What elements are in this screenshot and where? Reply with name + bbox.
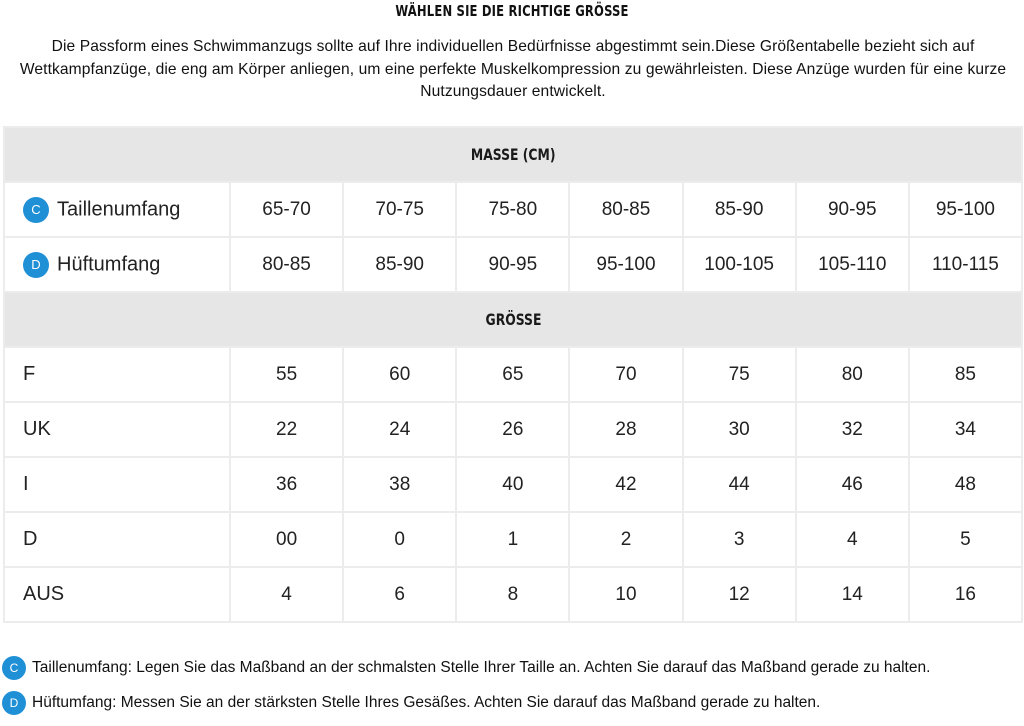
sizes-header-row [4,292,1022,347]
row-label: D [4,512,230,567]
table-cell: 36 [230,457,343,512]
table-cell: 65 [456,347,569,402]
row-label-hip: D Hüftumfang [4,237,230,292]
table-cell: 12 [683,567,796,622]
note-text: Hüftumfang: Messen Sie an der stärksten Stelle Ihres Gesäßes. Achten Sie darauf das Maßband gerade zu halten. [32,694,821,712]
table-cell: 4 [796,512,909,567]
table-cell: 40 [456,457,569,512]
table-cell: 90-95 [796,182,909,237]
table-row-size-d [4,512,1022,567]
row-label: F [4,347,230,402]
table-cell: 3 [683,512,796,567]
table-cell: 100-105 [683,237,796,292]
badge-c: C [23,197,49,223]
table-cell: 65-70 [230,182,343,237]
sizes-header: GRÖSSE [4,292,1022,347]
table-cell: 60 [343,347,456,402]
table-cell: 75-80 [456,182,569,237]
table-row-size-aus [4,567,1022,622]
table-cell: 8 [456,567,569,622]
row-label: I [4,457,230,512]
table-cell: 1 [456,512,569,567]
table-cell: 16 [909,567,1022,622]
table-row-waist [4,182,1022,237]
table-cell: 95-100 [909,182,1022,237]
table-cell: 105-110 [796,237,909,292]
table-cell: 80-85 [230,237,343,292]
table-cell: 70-75 [343,182,456,237]
table-cell: 48 [909,457,1022,512]
size-table [3,126,1023,623]
table-cell: 70 [569,347,682,402]
table-cell: 24 [343,402,456,457]
table-cell: 55 [230,347,343,402]
table-cell: 110-115 [909,237,1022,292]
badge-d: D [2,691,26,715]
table-cell: 5 [909,512,1022,567]
table-cell: 42 [569,457,682,512]
table-cell: 95-100 [569,237,682,292]
measures-header-row [4,127,1022,182]
table-row-hip [4,237,1022,292]
table-cell: 32 [796,402,909,457]
note-text: Taillenumfang: Legen Sie das Maßband an der schmalsten Stelle Ihrer Taille an. Achten Sie darauf das Maßband gerade zu halten. [32,659,931,677]
table-cell: 90-95 [456,237,569,292]
table-cell: 38 [343,457,456,512]
table-cell: 4 [230,567,343,622]
table-row-size-i [4,457,1022,512]
row-label: AUS [4,567,230,622]
page-title: WÄHLEN SIE DIE RICHTIGE GRÖSSE [395,2,629,20]
table-row-size-uk [4,402,1022,457]
table-cell: 00 [230,512,343,567]
table-cell: 85-90 [343,237,456,292]
table-cell: 80-85 [569,182,682,237]
table-row-size-f [4,347,1022,402]
table-cell: 30 [683,402,796,457]
table-cell: 44 [683,457,796,512]
row-label-waist: C Taillenumfang [4,182,230,237]
table-cell: 6 [343,567,456,622]
table-cell: 26 [456,402,569,457]
table-cell: 0 [343,512,456,567]
table-cell: 46 [796,457,909,512]
note-waist [2,656,1022,680]
table-cell: 14 [796,567,909,622]
table-cell: 22 [230,402,343,457]
intro-text: Die Passform eines Schwimmanzugs sollte auf Ihre individuellen Bedürfnisse abgestimmt sein.Diese Größentabelle bezieht sich auf Wettkampfanzüge, die eng am Körper anliegen, um eine perfekte Muskelkompression zu gewährleisten. Diese Anzüge wurden für eine kurze Nutzungsdauer entwickelt. [19,38,1007,100]
table-cell: 2 [569,512,682,567]
table-cell: 28 [569,402,682,457]
table-cell: 85 [909,347,1022,402]
table-cell: 10 [569,567,682,622]
badge-d: D [23,252,49,278]
row-label: UK [4,402,230,457]
table-cell: 34 [909,402,1022,457]
note-hip [2,691,1022,715]
measures-header: MASSE (CM) [4,127,1022,182]
table-cell: 80 [796,347,909,402]
table-cell: 85-90 [683,182,796,237]
measurement-notes [2,656,1022,726]
table-cell: 75 [683,347,796,402]
badge-c: C [2,656,26,680]
